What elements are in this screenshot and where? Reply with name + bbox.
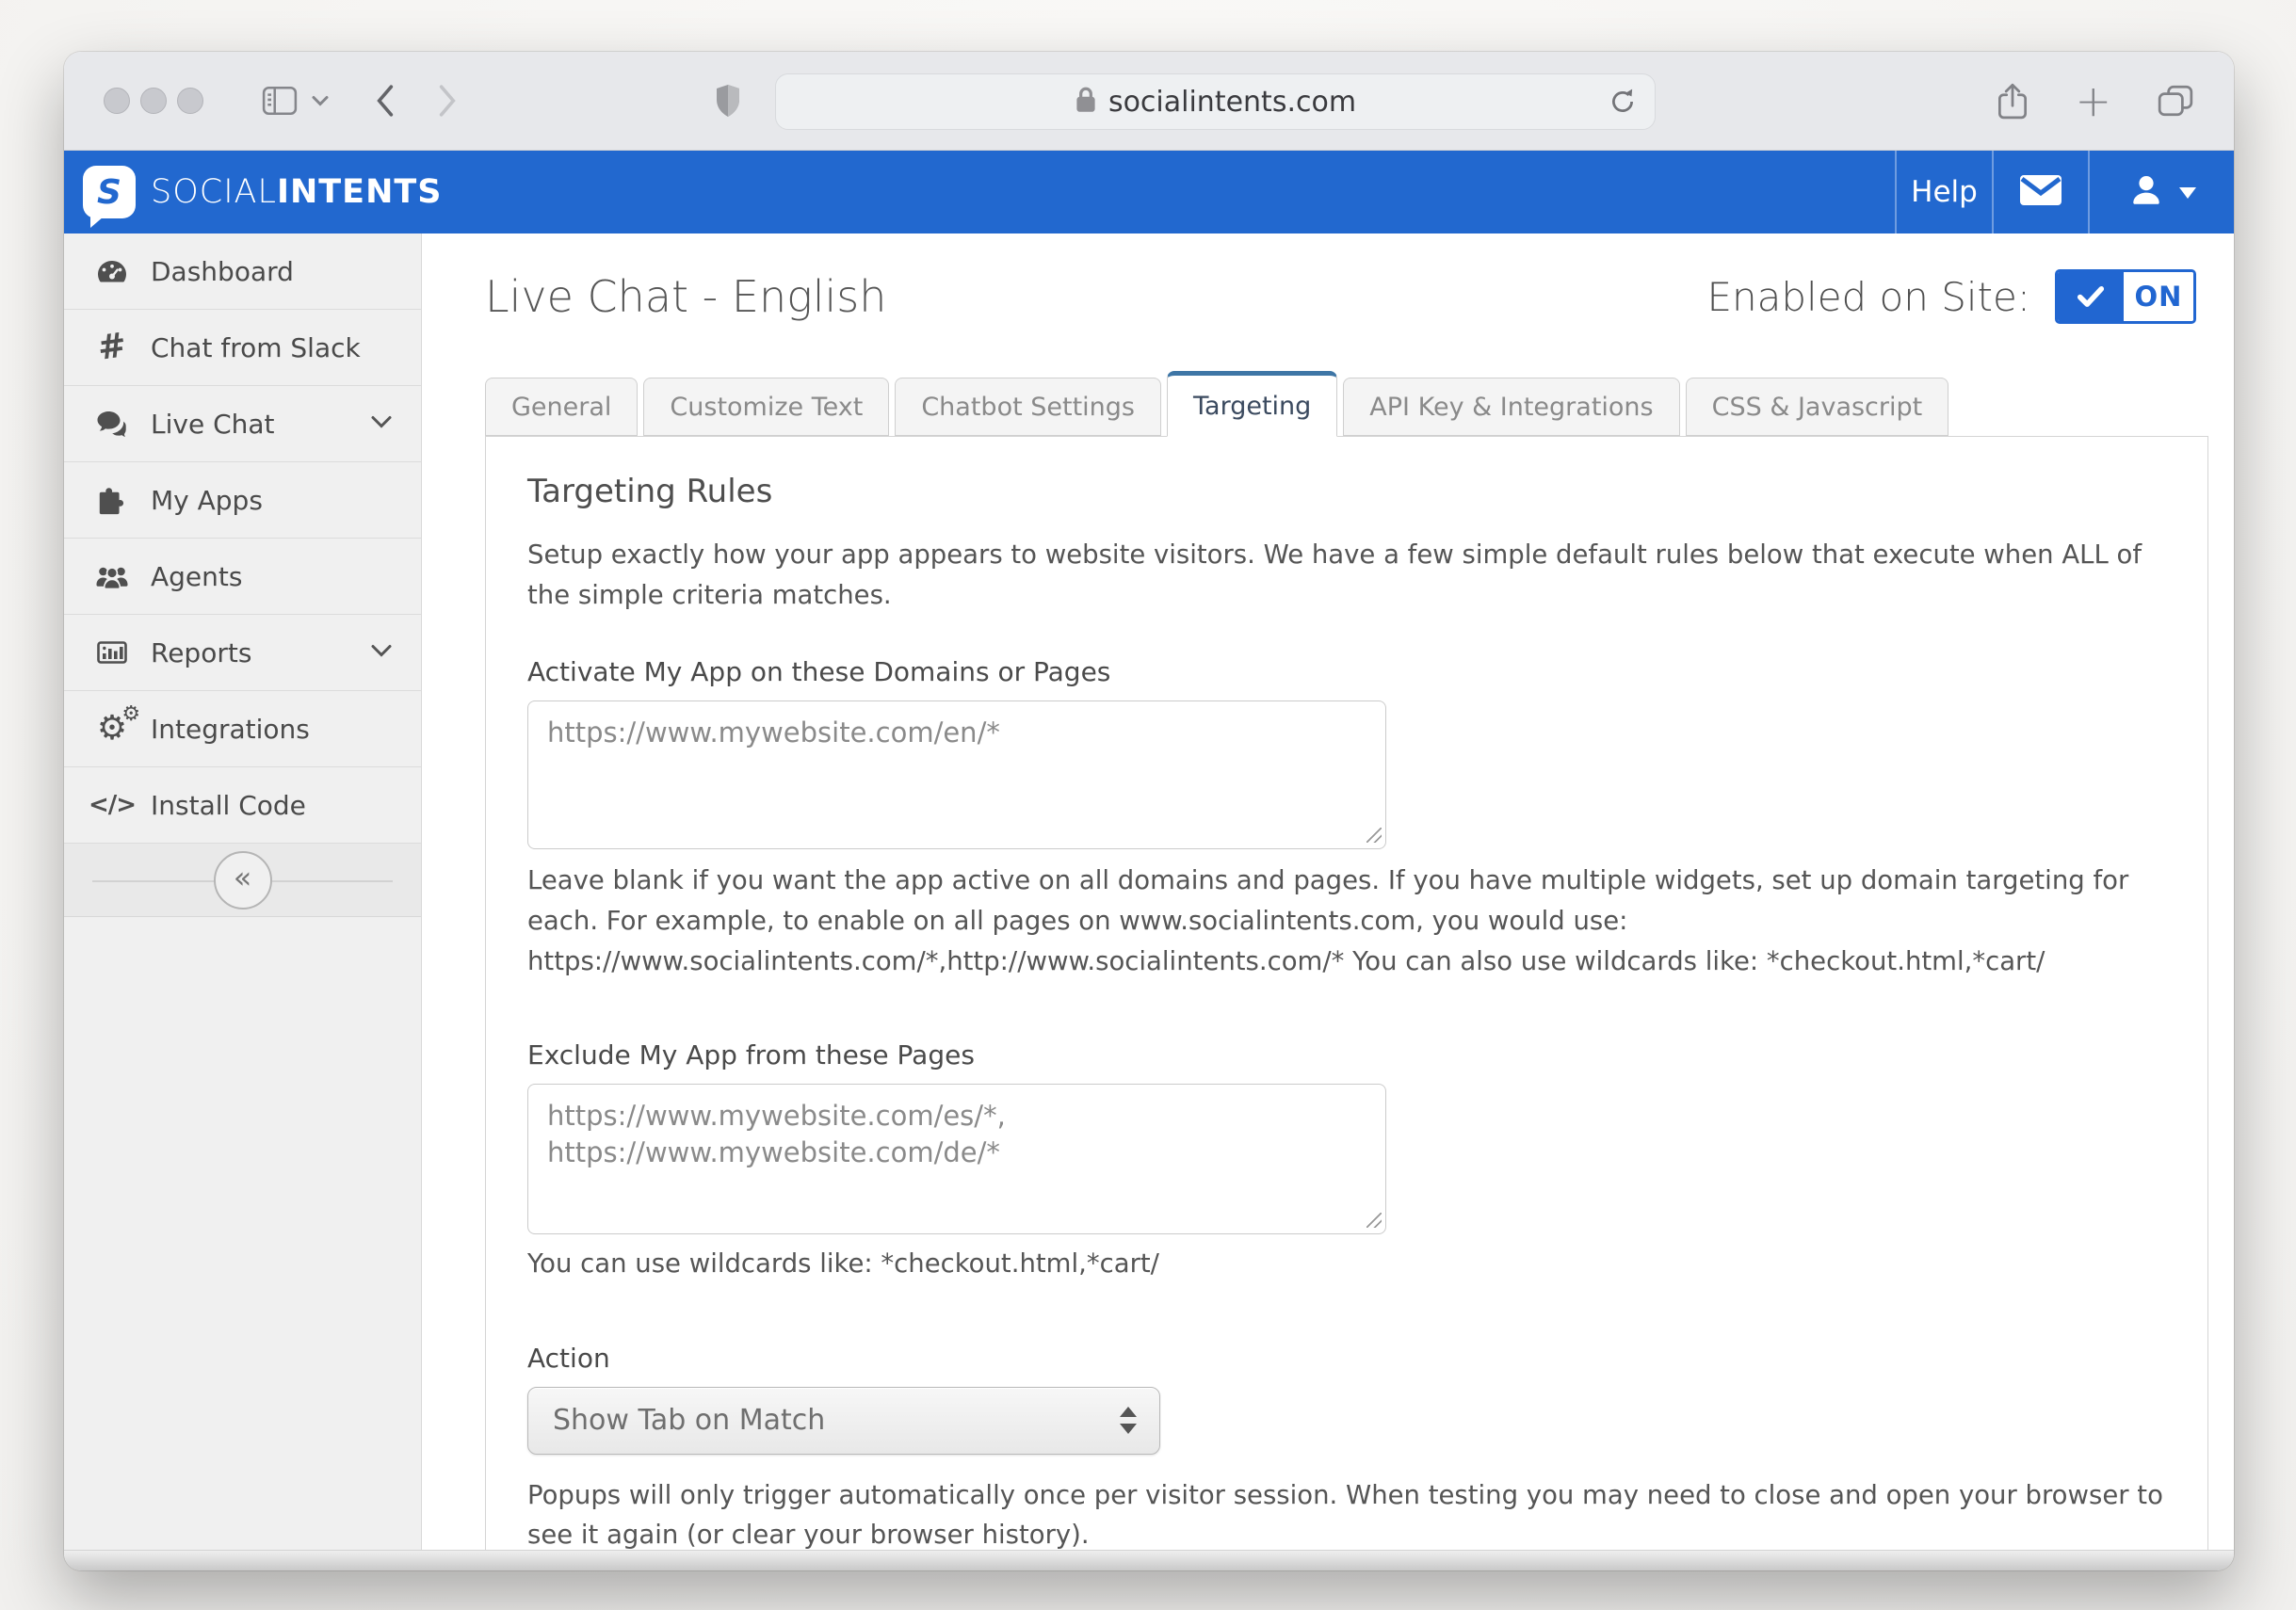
sidebar-item-label: Chat from Slack: [151, 331, 361, 363]
users-icon: [92, 560, 132, 592]
reload-icon[interactable]: [1608, 86, 1638, 118]
address-bar[interactable]: [775, 73, 1656, 130]
close-window-button[interactable]: [104, 88, 130, 114]
url-text: socialintents.com: [1108, 85, 1357, 119]
chevron-down-icon[interactable]: [311, 94, 330, 107]
sidebar-item-label: Dashboard: [151, 255, 294, 287]
minimize-window-button[interactable]: [140, 88, 167, 114]
sidebar-item-live-chat[interactable]: [64, 386, 421, 462]
caret-down-icon: [2179, 187, 2196, 207]
activate-domains-label: Activate My App on these Domains or Pages: [527, 656, 1111, 688]
browser-window: [64, 52, 2234, 1570]
sidebar-item-label: Integrations: [151, 713, 310, 745]
page-title: Live Chat - English: [485, 271, 887, 322]
panel-heading: Targeting Rules: [527, 473, 773, 510]
code-icon: </>: [88, 791, 137, 819]
sidebar: [64, 233, 422, 1550]
sidebar-item-label: Install Code: [151, 789, 306, 821]
user-icon: [2128, 172, 2164, 212]
sidebar-collapse-band: [64, 844, 421, 917]
tab-overview-icon[interactable]: [2157, 84, 2194, 118]
shield-icon[interactable]: [714, 83, 742, 119]
exclude-pages-textarea[interactable]: [527, 1084, 1386, 1234]
targeting-panel: [485, 436, 2208, 1550]
action-label: Action: [527, 1342, 610, 1374]
sidebar-item-chat-from-slack[interactable]: [64, 310, 421, 386]
traffic-lights: [104, 88, 203, 114]
account-menu[interactable]: [2088, 151, 2234, 233]
logo-bubble-icon: S: [83, 166, 136, 218]
sidebar-item-reports[interactable]: [64, 615, 421, 691]
gears-icon: ⚙ ⚙: [96, 702, 141, 748]
bar-chart-icon: [92, 636, 132, 669]
enabled-on-site-label: Enabled on Site:: [1706, 273, 2030, 320]
enabled-toggle[interactable]: [2055, 269, 2196, 324]
new-tab-icon[interactable]: +: [2075, 75, 2111, 126]
tab-chatbot-settings[interactable]: Chatbot Settings: [895, 378, 1161, 436]
activate-domains-textarea[interactable]: [527, 700, 1386, 849]
tab-general[interactable]: General: [485, 378, 638, 436]
socialintents-logo[interactable]: [83, 166, 442, 218]
tab-api-key-integrations[interactable]: API Key & Integrations: [1343, 378, 1679, 436]
check-icon: [2058, 272, 2124, 321]
puzzle-icon: [92, 484, 132, 516]
sidebar-item-label: Agents: [151, 560, 243, 592]
exclude-pages-help: You can use wildcards like: *checkout.html,*cart/: [527, 1248, 1159, 1280]
main-content: [422, 233, 2234, 1550]
browser-toolbar: [64, 52, 2234, 151]
exclude-pages-label: Exclude My App from these Pages: [527, 1039, 975, 1071]
window-bottom-edge: [64, 1550, 2234, 1570]
messages-button[interactable]: [1992, 151, 2088, 233]
tab-targeting[interactable]: Targeting: [1167, 371, 1337, 437]
tab-css-javascript[interactable]: CSS & Javascript: [1686, 378, 1949, 436]
sidebar-item-label: My Apps: [151, 484, 263, 516]
brand-name: SOCIALINTENTS: [151, 173, 443, 211]
activate-domains-help: Leave blank if you want the app active on all domains and pages. If you have multiple widgets, set up domain targeting for each. For example, to enable on all pages on www.socialintents.com, you would use: https://www.socialintents.com/*,http://www.socialintents.com/* You can also use wildcards like: *checkout.html,*cart/: [527, 865, 2129, 976]
zoom-window-button[interactable]: [177, 88, 203, 114]
sidebar-item-dashboard[interactable]: [64, 233, 421, 310]
gauge-icon: [92, 254, 132, 288]
comments-icon: [92, 408, 132, 440]
help-button[interactable]: Help: [1895, 151, 1992, 233]
action-select-value: Show Tab on Match: [553, 1404, 826, 1438]
sidebar-toggle-icon[interactable]: [262, 86, 298, 116]
app-header: [64, 151, 2234, 233]
lock-icon: [1075, 85, 1097, 119]
sidebar-item-my-apps[interactable]: [64, 462, 421, 539]
chevron-down-icon: [370, 414, 393, 433]
sidebar-item-label: Live Chat: [151, 408, 275, 440]
chevron-down-icon: [370, 643, 393, 662]
action-select[interactable]: [527, 1387, 1160, 1455]
select-stepper-icon: [1120, 1398, 1137, 1442]
share-icon[interactable]: [1996, 81, 2029, 121]
slack-hash-icon: #: [95, 326, 129, 368]
sidebar-item-agents[interactable]: [64, 539, 421, 615]
popup-note: Popups will only trigger automatically once per visitor session. When testing you may need to close and open your browser to see it again (or clear your browser history).: [527, 1479, 2163, 1550]
forward-icon[interactable]: [437, 84, 458, 118]
sidebar-collapse-button[interactable]: «: [214, 851, 272, 910]
back-icon[interactable]: [375, 84, 396, 118]
toggle-on-label: ON: [2124, 272, 2193, 321]
sidebar-item-label: Reports: [151, 636, 252, 668]
settings-tabs: [485, 370, 2208, 436]
envelope-icon: [2018, 173, 2063, 211]
sidebar-item-integrations[interactable]: [64, 691, 421, 767]
panel-intro: Setup exactly how your app appears to website visitors. We have a few simple default rules below that execute when ALL of the simple criteria matches.: [527, 539, 2142, 610]
tab-customize-text[interactable]: Customize Text: [643, 378, 889, 436]
sidebar-item-install-code[interactable]: [64, 767, 421, 844]
